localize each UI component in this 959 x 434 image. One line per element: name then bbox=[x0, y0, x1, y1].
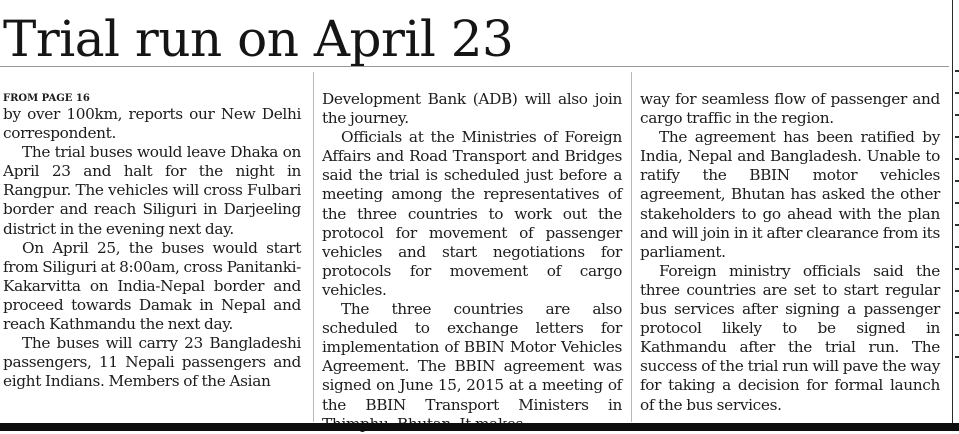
paragraph: Development Bank (ADB) will also join the journey. bbox=[322, 90, 622, 128]
paragraph: On April 25, the buses would start from Siliguri at 8:00am, cross Panitanki-Kakarvitta on India-Nepal border and proceed towards Damak in Nepal and reach Kathmandu the next day. bbox=[3, 238, 301, 334]
scan-bottom-border bbox=[0, 423, 959, 431]
column-divider bbox=[631, 72, 632, 422]
paragraph: by over 100km, reports our New Delhi correspondent. bbox=[3, 105, 301, 143]
paragraph: way for seamless flow of passenger and cargo traffic in the region. bbox=[640, 90, 940, 128]
headline-rule bbox=[0, 66, 950, 67]
headline: Trial run on April 23 bbox=[3, 10, 514, 68]
continuation-kicker: FROM PAGE 16 bbox=[3, 93, 90, 104]
paragraph: Foreign ministry officials said the three countries are set to start regular bus services after signing a passenger protocol likely to be signed in Kathmandu after the trial run. The success of the trial run will pave the way for taking a decision for formal launch of the bus services. bbox=[640, 261, 940, 414]
paragraph: The buses will carry 23 Bangladeshi passengers, 11 Nepali passengers and eight Indians. Members of the Asian bbox=[3, 334, 301, 391]
adjacent-column-fragment bbox=[954, 70, 959, 410]
article-column-2 bbox=[322, 90, 622, 434]
article-column-1 bbox=[3, 105, 301, 391]
column-divider bbox=[313, 72, 314, 422]
paragraph: The trial buses would leave Dhaka on April 23 and halt for the night in Rangpur. The vehicles will cross Fulbari border and reach Siliguri in Darjeeling district in the evening next day. bbox=[3, 143, 301, 238]
paragraph: The three countries are also scheduled to exchange letters for implementation of BBIN Motor Vehicles Agreement. The BBIN agreement was signed on June 15, 2015 at a meeting of the BBIN Transport Ministers in bbox=[322, 300, 622, 414]
paragraph: Officials at the Ministries of Foreign Affairs and Road Transport and Bridges said the trial is scheduled just before a meeting among the representatives of the three countries to work out the protocol for movement of passenger vehicles and start negotiations for protocols for movement of cargo vehicles. bbox=[322, 128, 622, 299]
paragraph: The agreement has been ratified by India, Nepal and Bangladesh. Unable to ratify the BBIN motor vehicles agreement, Bhutan has asked the other stakeholders to go ahead with the plan and will join in it after clearance from its parliament. bbox=[640, 128, 940, 261]
article-column-3 bbox=[640, 90, 940, 415]
